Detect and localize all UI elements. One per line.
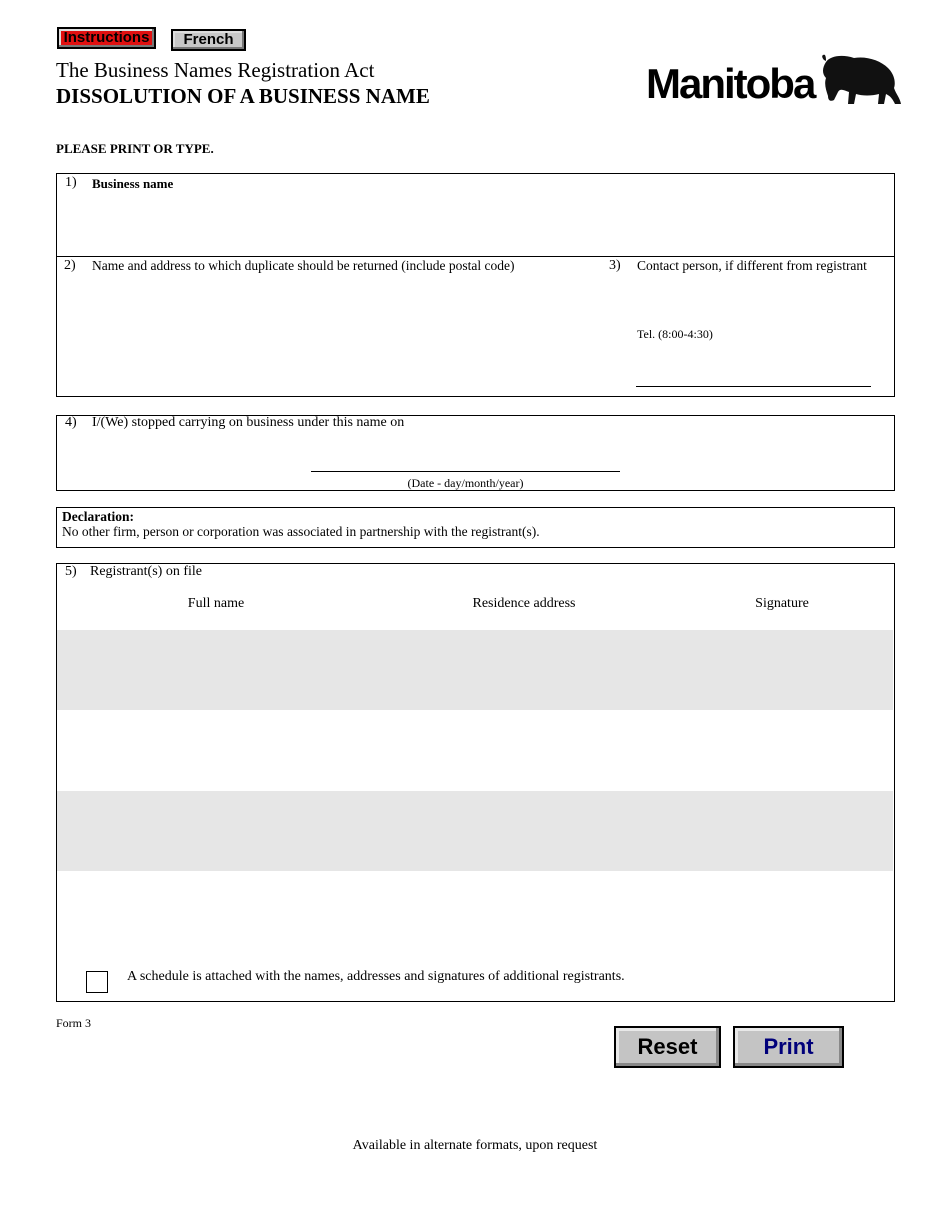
stopped-business-label: I/(We) stopped carrying on business under this name on [92,415,405,430]
manitoba-logo [646,54,902,110]
section2-number: 2) [64,258,76,273]
section1-number: 1) [65,175,77,190]
business-name-label: Business name [92,176,174,191]
french-button[interactable]: French [171,29,246,51]
print-instruction: PLEASE PRINT OR TYPE. [56,141,214,156]
tel-label: Tel. (8:00-4:30) [637,327,713,341]
registrant-row[interactable] [57,710,893,790]
contact-person-label: Contact person, if different from registrant [637,258,867,273]
col-residence-address: Residence address [472,596,576,611]
form-title: DISSOLUTION OF A BUSINESS NAME [56,84,430,108]
reset-button[interactable]: Reset [614,1026,721,1068]
bison-icon [820,54,902,108]
form-number: Form 3 [56,1016,92,1030]
registrants-label: Registrant(s) on file [90,564,202,579]
act-title: The Business Names Registration Act [56,58,375,82]
declaration-text: No other firm, person or corporation was associated in partnership with the registrant(s). [62,524,540,539]
date-line[interactable] [311,471,620,472]
section5-number: 5) [65,564,77,579]
instructions-button[interactable]: Instructions [57,27,156,49]
schedule-text: A schedule is attached with the names, addresses and signatures of additional registrants. [127,969,625,984]
divider [57,256,894,257]
schedule-checkbox[interactable] [86,971,108,993]
contact-person-field[interactable] [635,280,885,320]
section3-number: 3) [609,258,621,273]
alternate-formats-note: Available in alternate formats, upon request [352,1138,598,1153]
section4-number: 4) [65,415,77,430]
registrant-row[interactable] [57,630,893,710]
logo-text: Manitoba [646,60,815,107]
declaration-heading: Declaration: [62,509,134,524]
col-full-name: Full name [187,596,245,611]
return-address-field[interactable] [90,280,590,388]
business-name-field[interactable] [90,196,880,248]
col-signature: Signature [755,596,809,611]
return-address-label: Name and address to which duplicate should be returned (include postal code) [92,258,515,273]
registrant-row[interactable] [57,791,893,871]
tel-line[interactable] [636,386,871,387]
print-button[interactable]: Print [733,1026,844,1068]
registrant-row[interactable] [57,872,893,952]
date-caption: (Date - day/month/year) [407,476,524,490]
